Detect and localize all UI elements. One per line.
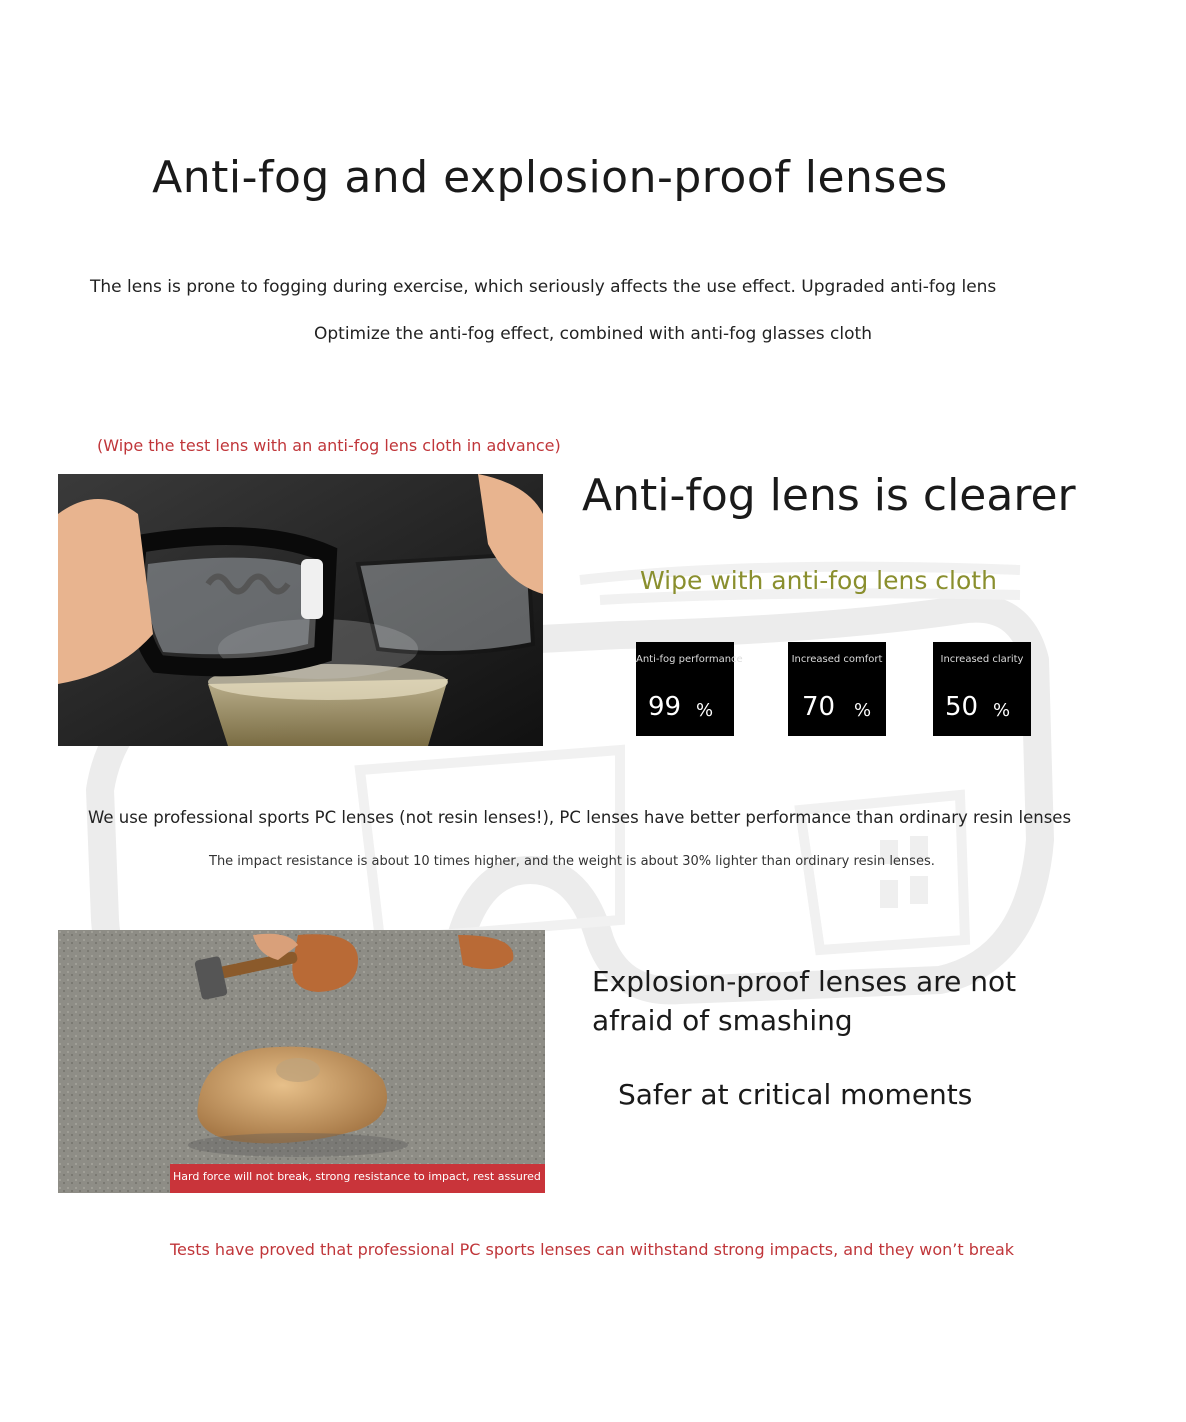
- stat-unit: %: [993, 700, 1011, 721]
- stat-label: Increased clarity: [940, 654, 1024, 665]
- stat-increased-comfort: [788, 642, 886, 736]
- intro-line-1: The lens is prone to fogging during exercise, which seriously affects the use effect. Upgraded anti-fog lens: [90, 277, 997, 297]
- stat-unit: %: [854, 700, 872, 721]
- explosion-heading: Explosion-proof lenses are not afraid of smashing: [592, 965, 1017, 1037]
- intro-line-2: Optimize the anti-fog effect, combined with anti-fog glasses cloth: [314, 324, 872, 344]
- impact-photo: [58, 930, 545, 1193]
- stat-value: 99: [648, 692, 682, 722]
- page-title: Anti-fog and explosion-proof lenses: [152, 152, 948, 203]
- glasses-cup-illustration: [58, 474, 543, 746]
- pc-lens-line-1: We use professional sports PC lenses (not resin lenses!), PC lenses have better performance than ordinary resin lenses: [88, 808, 1072, 827]
- stat-label: Anti-fog performance: [636, 654, 743, 665]
- impact-photo-caption: Hard force will not break, strong resistance to impact, rest assured exercise: [170, 1164, 545, 1193]
- explosion-subheading: Safer at critical moments: [618, 1078, 973, 1111]
- antifog-heading: Anti-fog lens is clearer: [582, 470, 1076, 521]
- stat-increased-clarity: [933, 642, 1031, 736]
- pc-lens-line-2: The impact resistance is about 10 times higher, and the weight is about 30% lighter than ordinary resin lenses.: [209, 854, 935, 869]
- hammer-rock-illustration: [58, 930, 545, 1193]
- stat-unit: %: [696, 700, 714, 721]
- stat-label: Increased comfort: [791, 654, 883, 665]
- antifog-test-note: (Wipe the test lens with an anti-fog lens cloth in advance): [97, 436, 561, 455]
- antifog-subheading: Wipe with anti-fog lens cloth: [640, 566, 997, 595]
- stat-value: 50: [945, 692, 979, 722]
- antifog-photo: [58, 474, 543, 746]
- stat-value: 70: [802, 692, 836, 722]
- stat-antifog-performance: [636, 642, 743, 736]
- impact-test-footer: Tests have proved that professional PC sports lenses can withstand strong impacts, and they won’t break: [170, 1240, 1015, 1259]
